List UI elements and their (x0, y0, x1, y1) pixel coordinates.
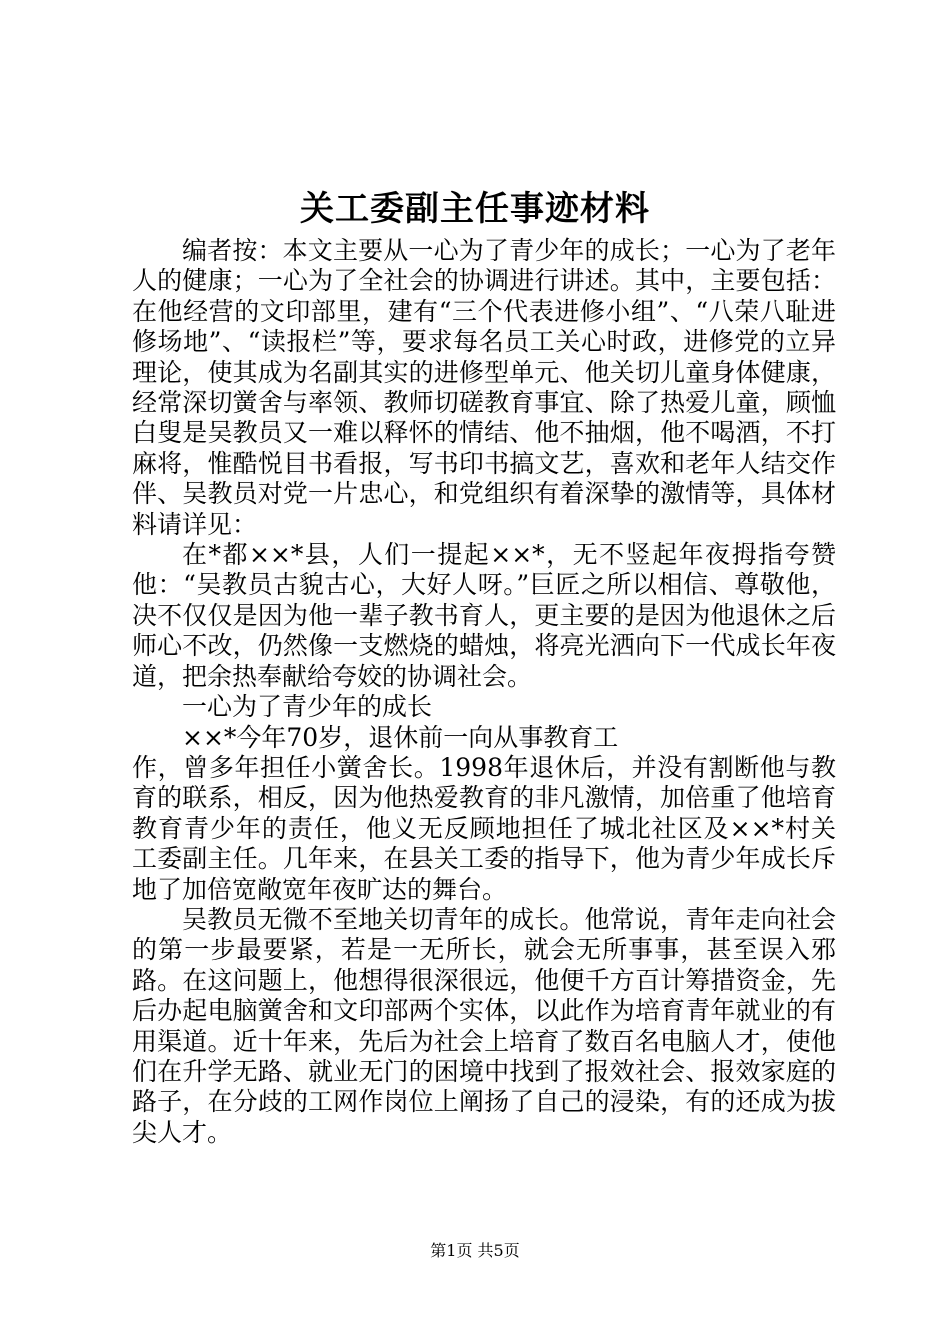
page-footer: 第1页 共5页 (430, 1241, 520, 1260)
career-paragraph: 作，曾多年担任小黉舍长。1998年退休后，并没有割断他与教育的联系，相反，因为他热爱教育的非凡激情，加倍重了他培育教育青少年的责任，他义无反顾地担任了城北社区及××*村关工委副主任。几年来，在县关工委的指导下，他为青少年成长斥地了加倍宽敞宽年夜旷达的舞台。 (132, 752, 836, 904)
age-paragraph: ××*今年70岁，退休前一向从事教育工 (182, 722, 619, 752)
editor-note-paragraph: 编者按：本文主要从一心为了青少年的成长；一心为了老年人的健康；一心为了全社会的协调进行讲述。其中，主要包括：在他经营的文印部里，建有“三个代表进修小组”、“八荣八耻进修场地”、“读报栏”等，要求每名员工关心时政，进修党的立异理论，使其成为名副其实的进修型单元、他关切儿童身体健康，经常深切黉舍与率领、教师切磋教育事宜、除了热爱儿童，顾恤白叟是吴教员又一难以释怀的情结、他不抽烟，他不喝酒，不打麻将，惟酷悦目书看报，写书印书搞文艺，喜欢和老年人结交作伴、吴教员对党一片忠心，和党组织有着深挚的激情等，具体材料请详见： (132, 236, 836, 539)
document-body (132, 236, 836, 1148)
intro-paragraph: 在*都××*县，人们一提起××*，无不竖起年夜拇指夸赞他：“吴教员古貌古心，大好人呀。”巨匠之所以相信、尊敬他，决不仅仅是因为他一辈子教书育人，更主要的是因为他退休之后师心不改，仍然像一支燃烧的蜡烛，将亮光洒向下一代成长年夜道，把余热奉献给夸姣的协调社会。 (132, 540, 836, 691)
section-heading: 一心为了青少年的成长 (182, 692, 433, 722)
youth-care-paragraph: 吴教员无微不至地关切青年的成长。他常说，青年走向社会的第一步最要紧，若是一无所长，就会无所事事，甚至误入邪路。在这问题上，他想得很深很远，他便千方百计筹措资金，先后办起电脑黉舍和文印部两个实体，以此作为培育青年就业的有用渠道。近十年来，先后为社会上培育了数百名电脑人才，使他们在升学无路、就业无门的困境中找到了报效社会、报效家庭的路子，在分歧的工网作岗位上阐扬了自己的浸染，有的还成为拔尖人才。 (132, 904, 836, 1147)
document-title: 关工委副主任事迹材料 (300, 189, 650, 229)
